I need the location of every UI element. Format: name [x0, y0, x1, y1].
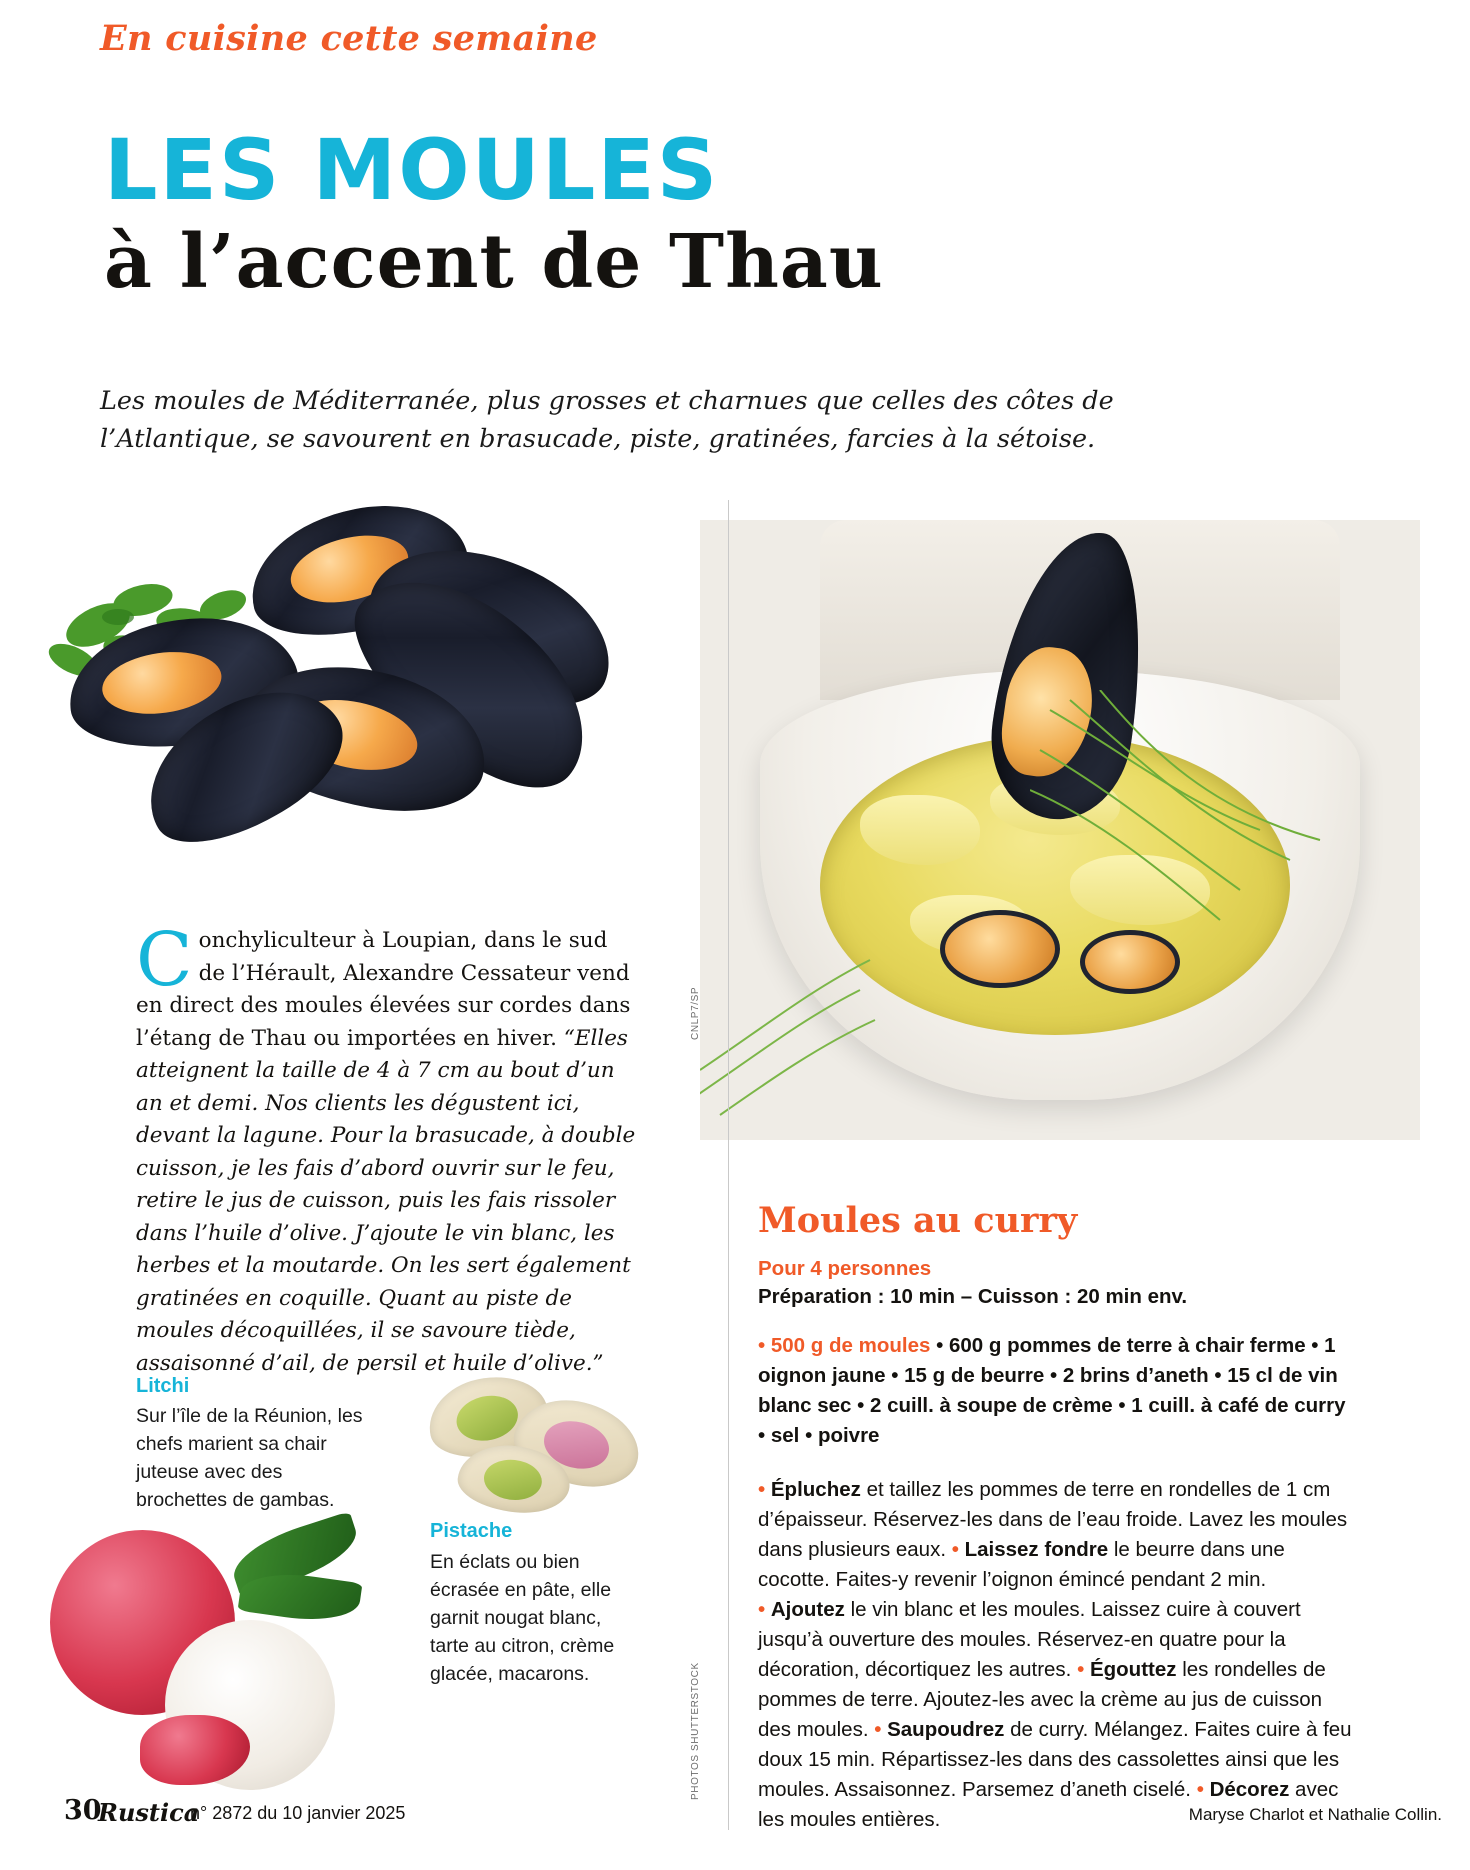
author-credit: Maryse Charlot et Nathalie Collin.: [1188, 1805, 1442, 1824]
standfirst-paragraph: Les moules de Méditerranée, plus grosses et charnues que celles des côtes de l’Atlantique, se savourent en brasucade, piste, gratinées, farcies à la sétoise.: [100, 386, 1114, 454]
page-title-line2: à l’accent de Thau: [104, 219, 884, 305]
column-divider: [728, 500, 729, 1830]
body-paragraph-quote: “Elles atteignent la taille de 4 à 7 cm au bout d’un an et demi. Nos clients les dégustent ici, devant la lagune. Pour la brasucade, à double cuisson, je les fais d’abord ouvrir sur le feu, retire le jus de cuisson, puis les fais rissoler dans l’huile d’olive. J’ajoute le vin blanc, les herbes et la moutarde. On les sert également gratinées en coquille. Quant au piste de moules décoquillées, il se savoure tiède, assaisonné d’ail, de persil et huile d’olive.”: [136, 1025, 636, 1376]
sidebar-text-litchi: Sur l’île de la Réunion, les chefs marient sa chair juteuse avec des brochettes de gambas.: [136, 1405, 363, 1511]
recipe-photo: [700, 520, 1420, 1140]
recipe-title: Moules au curry: [758, 1200, 1078, 1241]
step-verb: Ajoutez: [770, 1598, 845, 1621]
step-text: les rondelles de pommes de terre. Ajoutez-les avec la crème au jus de cuisson des moules.: [758, 1658, 1326, 1741]
kicker-text: En cuisine cette semaine: [100, 18, 598, 59]
potato-slice: [860, 795, 980, 865]
pistachio-photo: [418, 1368, 658, 1518]
step-verb: Épluchez: [770, 1478, 861, 1501]
ingredient-highlight: 500 g de moules: [770, 1334, 931, 1357]
page-title-line1: LES MOULES: [104, 121, 720, 219]
bullet-icon: •: [1077, 1658, 1090, 1681]
mussel-flesh: [98, 645, 225, 721]
bullet-icon: •: [951, 1538, 965, 1561]
step-text: le vin blanc et les moules. Laissez cuire à couvert jusqu’à ouverture des moules. Réservez-en quatre pour la décoration, décortiquez les autres.: [758, 1598, 1301, 1681]
page-number: 30: [64, 1795, 102, 1826]
photo-credit-bottom: PHOTOS SHUTTERSTOCK: [690, 1662, 701, 1800]
sidebar-title-pistache: Pistache: [430, 1520, 513, 1542]
step-text: avec les moules entières.: [758, 1778, 1339, 1831]
recipe-steps: [758, 1475, 1358, 1835]
body-paragraph-roman: onchyliculteur à Loupian, dans le sud de l’Hérault, Alexandre Cessateur vend en direct des moules élevées sur cordes dans l’étang de Thau ou importées en hiver.: [136, 928, 631, 1051]
recipe-timing: Préparation : 10 min – Cuisson : 20 min env.: [758, 1285, 1188, 1308]
pistachio-kernel: [452, 1390, 522, 1446]
pistachio-kernel: [482, 1457, 544, 1503]
bullet-icon: •: [758, 1598, 771, 1621]
raw-mussels-photo: [38, 500, 698, 900]
ingredient-separator: •: [930, 1334, 949, 1357]
bullet-icon: •: [758, 1334, 771, 1357]
step-verb: Saupoudrez: [887, 1718, 1005, 1741]
issue-info: n° 2872 du 10 janvier 2025: [190, 1803, 406, 1823]
sidebar-title-litchi: Litchi: [136, 1375, 190, 1397]
bullet-icon: •: [874, 1718, 888, 1741]
bullet-icon: •: [1196, 1778, 1210, 1801]
step-text: le beurre dans une cocotte. Faites-y revenir l’oignon émincé pendant 2 min.: [758, 1538, 1285, 1591]
ingredient-list: 600 g pommes de terre à chair ferme • 1 oignon jaune • 15 g de beurre • 2 brins d’aneth • 15 cl de vin blanc sec • 2 cuill. à soupe de crème • 1 cuill. à café de curry • sel • poivre: [758, 1334, 1346, 1447]
litchi-photo: [30, 1490, 380, 1810]
step-text: et taillez les pommes de terre en rondelles de 1 cm d’épaisseur. Réservez-les dans de l’eau froide. Lavez les moules dans plusieurs eaux.: [758, 1478, 1348, 1561]
dropcap-letter: C: [136, 917, 193, 1003]
photo-credit-recipe: CNLP7/SP: [690, 986, 701, 1040]
step-verb: Laissez fondre: [964, 1538, 1109, 1561]
recipe-serves: Pour 4 personnes: [758, 1257, 932, 1280]
article-body: [136, 917, 636, 1380]
step-verb: Égouttez: [1089, 1658, 1177, 1681]
bullet-icon: •: [758, 1478, 771, 1501]
step-text: de curry. Mélangez. Faites cuire à feu doux 15 min. Répartissez-les dans des cassolettes ainsi que les moules. Assaisonnez. Parsemez d’aneth ciselé.: [758, 1718, 1352, 1801]
recipe-ingredients: [758, 1331, 1358, 1451]
magazine-brand: Rustica: [98, 1798, 200, 1827]
dill-sprig-icon: [1030, 690, 1360, 950]
sidebar-text-pistache: En éclats ou bien écrasée en pâte, elle garnit nougat blanc, tarte au citron, crème glacée, macarons.: [430, 1551, 615, 1685]
recipe-block: [758, 1200, 1358, 1835]
dill-sprig-icon: [700, 950, 880, 1120]
step-verb: Décorez: [1209, 1778, 1290, 1801]
